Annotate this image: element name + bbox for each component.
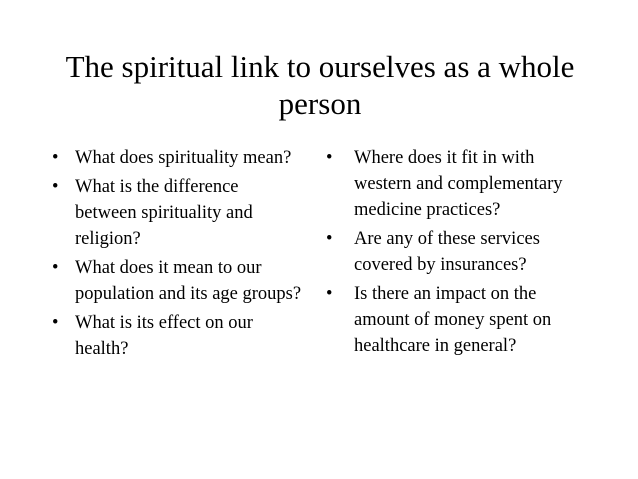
bullet-icon: • [52, 148, 59, 168]
bullet-item [52, 255, 302, 307]
slide-title: The spiritual link to ourselves as a whole person [65, 49, 575, 121]
bullet-text: What is the difference between spirituality and religion? [75, 177, 253, 249]
bullet-item [52, 310, 302, 362]
bullet-text: What does it mean to our population and its age groups? [75, 258, 302, 304]
bullet-text: Where does it fit in with western and complementary medicine practices? [354, 148, 563, 220]
bullet-icon: • [52, 177, 59, 197]
bullet-item [52, 145, 302, 171]
bullet-text: What is its effect on our health? [75, 313, 253, 359]
bullet-icon: • [52, 258, 59, 278]
right-bullet-list [326, 145, 586, 362]
bullet-item [326, 145, 586, 223]
bullet-text: Is there an impact on the amount of money spent on healthcare in general? [354, 284, 552, 356]
bullet-icon: • [326, 148, 333, 168]
bullet-icon: • [52, 313, 59, 333]
bullet-icon: • [326, 284, 333, 304]
bullet-icon: • [326, 229, 333, 249]
bullet-text: What does spirituality mean? [75, 148, 292, 168]
bullet-text: Are any of these services covered by insurances? [354, 229, 540, 275]
bullet-item [326, 281, 586, 359]
bullet-item [52, 174, 302, 252]
left-bullet-list [52, 145, 302, 365]
bullet-item [326, 226, 586, 278]
